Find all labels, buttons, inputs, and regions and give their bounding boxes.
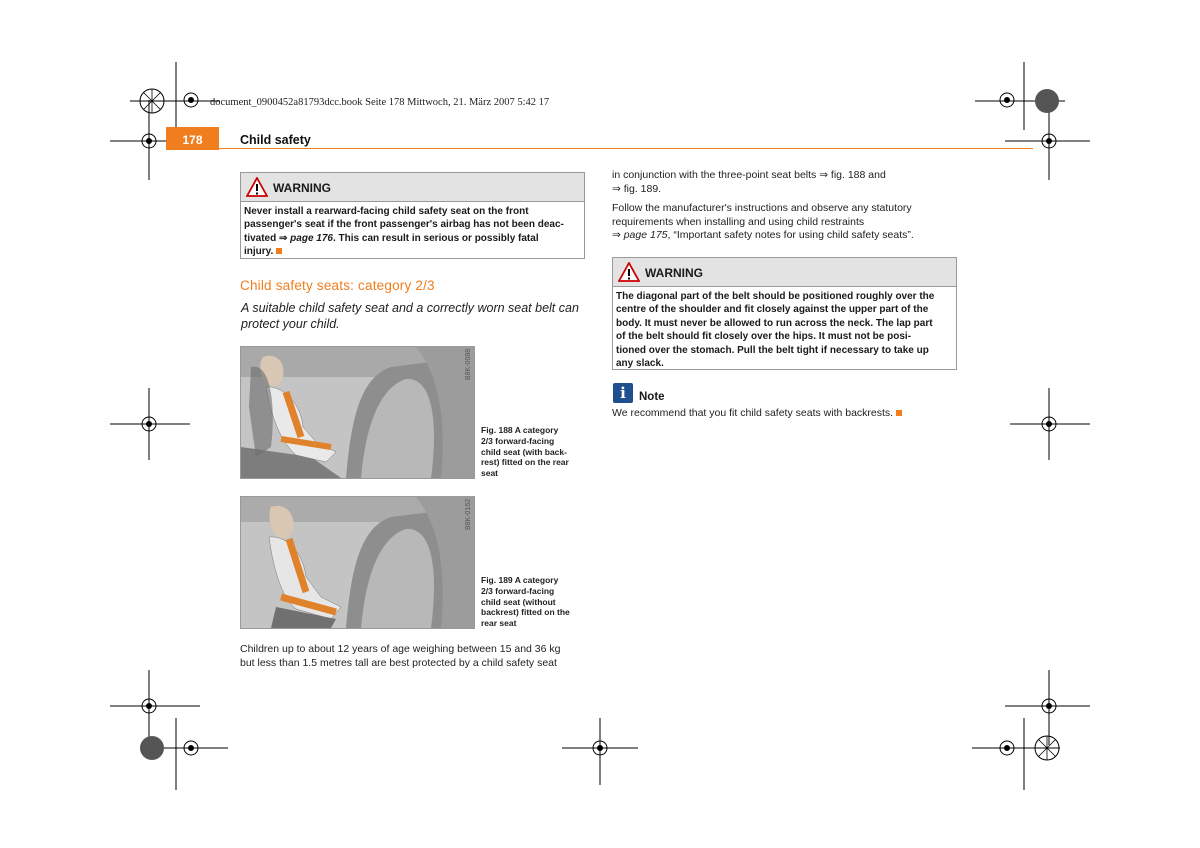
caption-line: child seat (with back-: [481, 446, 567, 457]
car-rear-seat-child-backrest-illustration: [241, 347, 474, 478]
warning-triangle-icon: [246, 177, 268, 197]
section-title: Child safety: [240, 133, 311, 147]
warning-text-end: injury.: [244, 246, 274, 258]
page-reference-link[interactable]: page 176: [290, 232, 333, 244]
paragraph-line: requirements when installing and using child restraints: [612, 215, 865, 228]
info-icon: i: [613, 383, 633, 403]
warning-line: [244, 245, 580, 258]
header-rule: [219, 148, 1033, 149]
figure-189-caption: [481, 575, 585, 629]
caption-line: 2/3 forward-facing: [481, 585, 555, 596]
warning-label: WARNING: [645, 266, 703, 280]
caption-line: seat: [481, 468, 499, 479]
caption-line: rest) fitted on the rear: [481, 457, 569, 468]
left-column-paragraph: [240, 643, 590, 670]
warning-text-tail: . This can result in serious or possibly fatal: [332, 232, 539, 244]
paragraph-line: Follow the manufacturer's instructions and observe any statutory: [612, 202, 912, 214]
warning-header: [613, 258, 956, 287]
paragraph-line: [612, 229, 962, 243]
warning-arrow: tivated ⇒: [244, 232, 291, 244]
warning-line: centre of the shoulder and fit closely against the upper part of the: [616, 304, 929, 316]
paragraph-line: ⇒ fig. 189.: [612, 182, 662, 195]
figure-code: B8K-0162: [465, 498, 472, 530]
warning-line: body. It must never be allowed to run across the neck. The lap part: [616, 317, 933, 329]
warning-box: [240, 172, 585, 259]
section-heading: Child safety seats: category 2/3: [240, 278, 435, 293]
caption-line: child seat (without: [481, 596, 556, 607]
warning-line: of the belt should fit closely over the hips. It must not be posi-: [616, 331, 912, 343]
section-intro: A suitable child safety seat and a correctly worn seat belt can protect your child.: [241, 301, 579, 331]
warning-label: WARNING: [273, 181, 331, 195]
right-column-paragraph-1: [612, 169, 962, 196]
warning-triangle-icon: [618, 262, 640, 282]
figure-188-image: [240, 346, 475, 479]
warning-line: Never install a rearward-facing child safety seat on the front: [244, 206, 529, 217]
figure-code: B8K-0088: [465, 348, 472, 380]
warning-text: [241, 202, 584, 263]
note-text: [612, 407, 962, 421]
reference-arrow: ⇒: [612, 229, 624, 241]
end-marker-icon: [896, 410, 902, 416]
reference-tail: , “Important safety notes for using child safety seats”.: [667, 229, 914, 241]
caption-line: Fig. 188 A category: [481, 425, 559, 435]
warning-line: tioned over the stomach. Pull the belt tight if necessary to take up: [616, 344, 929, 356]
paragraph-line: in conjunction with the three-point seat belts ⇒ fig. 188 and: [612, 169, 886, 181]
warning-line: [244, 232, 580, 245]
warning-line: any slack.: [616, 358, 664, 370]
warning-header: [241, 173, 584, 202]
right-column-paragraph-2: [612, 202, 962, 243]
caption-line: Fig. 189 A category: [481, 575, 559, 585]
paragraph-line: Children up to about 12 years of age weighing between 15 and 36 kg: [240, 643, 561, 655]
caption-line: rear seat: [481, 618, 517, 629]
page-number: 178: [166, 127, 219, 150]
warning-box: [612, 257, 957, 370]
warning-line: passenger's seat if the front passenger's airbag has not been deac-: [244, 219, 564, 231]
caption-line: 2/3 forward-facing: [481, 435, 555, 446]
paragraph-line: but less than 1.5 metres tall are best protected by a child safety seat: [240, 656, 557, 669]
page-reference-link[interactable]: page 175: [623, 229, 668, 241]
warning-text: [613, 287, 956, 374]
car-rear-seat-booster-illustration: [241, 497, 474, 628]
figure-189-image: [240, 496, 475, 629]
figure-188-caption: [481, 425, 585, 479]
end-marker-icon: [276, 248, 282, 254]
warning-line: The diagonal part of the belt should be positioned roughly over the: [616, 291, 935, 302]
note-sentence: We recommend that you fit child safety seats with backrests.: [612, 407, 894, 419]
caption-line: backrest) fitted on the: [481, 607, 570, 618]
print-slug: document_0900452a81793dcc.book Seite 178 Mittwoch, 21. März 2007 5:42 17: [210, 97, 550, 108]
note-label: Note: [639, 391, 665, 403]
